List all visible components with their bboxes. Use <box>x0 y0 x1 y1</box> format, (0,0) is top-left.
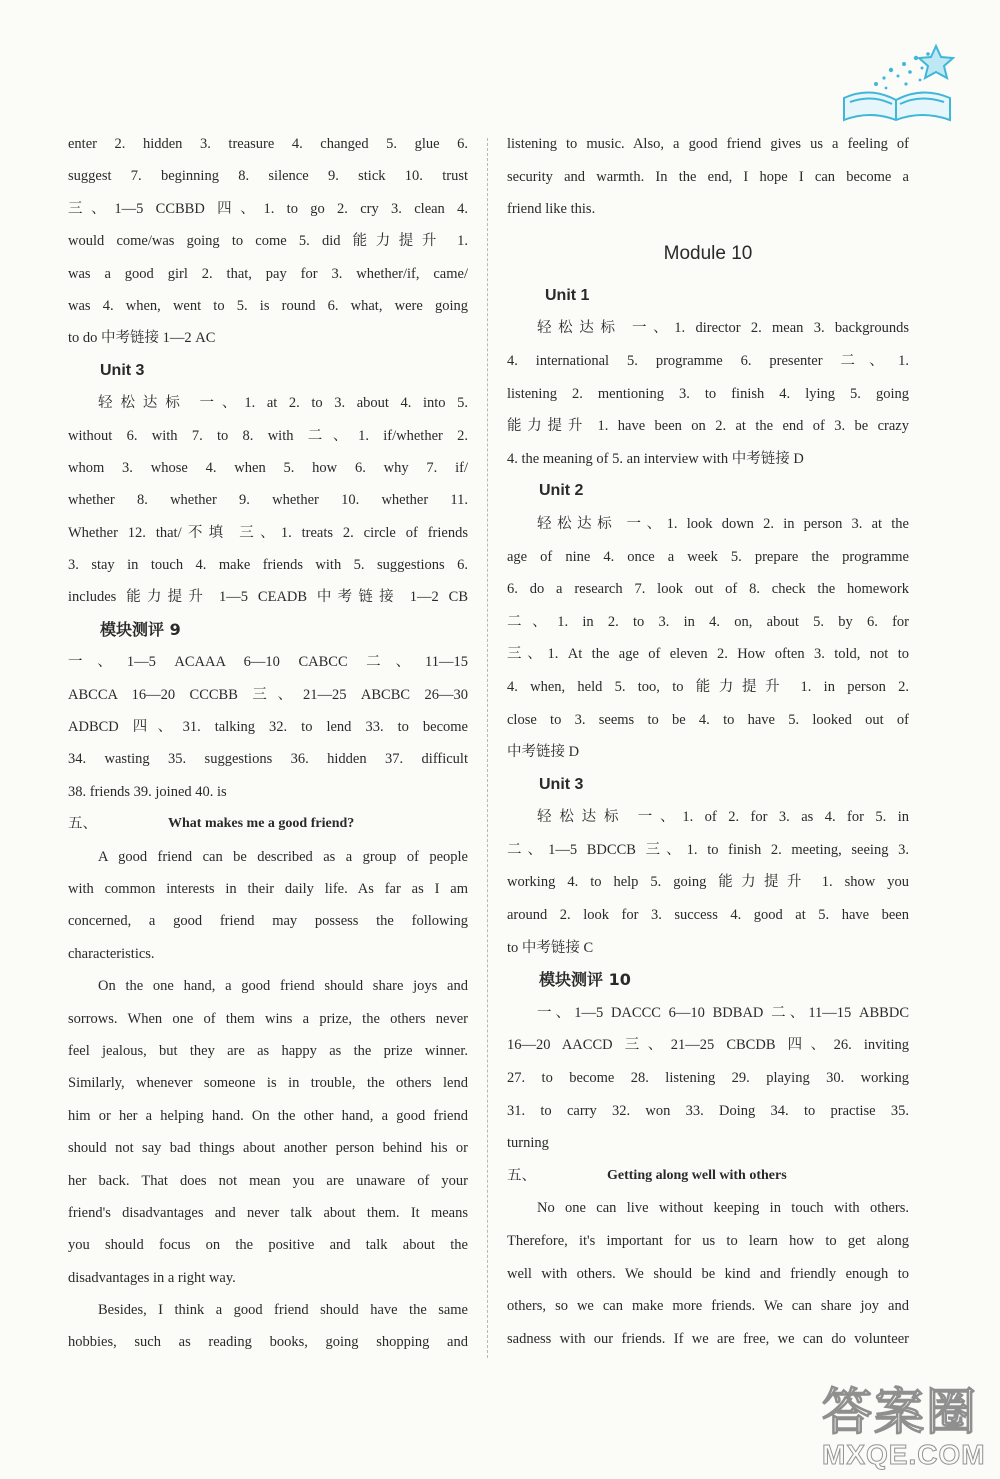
left-column <box>68 128 468 1359</box>
watermark-bottom-text: MXQE.COM <box>822 1439 986 1470</box>
module-test-10-answers <box>507 997 909 1160</box>
right-column <box>507 128 909 1355</box>
essay-line: her back. That does not mean you are unaware of your <box>68 1172 468 1189</box>
answer-line: 34. wasting 35. suggestions 36. hidden 37. difficult <box>68 751 468 768</box>
unit-1-heading: Unit 1 <box>545 286 590 304</box>
answer-line: 16—20 AACCD 三、21—25 CBCDB 四、26. inviting <box>507 1037 909 1054</box>
essay-body <box>68 841 468 1359</box>
answer-line: without 6. with 7. to 8. with 二、1. if/whether 2. <box>68 427 468 444</box>
essay-title-row <box>507 1160 909 1193</box>
answer-line: age of nine 4. once a week 5. prepare the programme <box>507 548 909 565</box>
answer-line: to do 中考链接 1—2 AC <box>68 330 216 347</box>
answer-line: 轻松达标 一、1. look down 2. in person 3. at the <box>537 515 909 532</box>
answer-line: 38. friends 39. joined 40. is <box>68 783 227 800</box>
answer-line: 4. when, held 5. too, to 能力提升 1. in person 2. <box>507 678 909 695</box>
answer-line: 一、1—5 ACAAA 6—10 CABCC 二、11—15 <box>68 654 468 671</box>
essay-line: with common interests in their daily life. As far as I am <box>68 880 468 897</box>
answer-line: suggest 7. beginning 8. silence 9. stick 10. trust <box>68 168 468 185</box>
essay-title: What makes me a good friend? <box>168 816 355 832</box>
essay-line: him or her a helping hand. On the other hand, a good friend <box>68 1107 468 1124</box>
essay-line: should not say bad things about another person behind his or <box>68 1140 468 1157</box>
essay-line: well with others. We should be kind and friendly enough to <box>507 1265 909 1282</box>
answer-line: 一、1—5 DACCC 6—10 BDBAD 二、11—15 ABBDC <box>537 1004 909 1021</box>
answer-line: 4. international 5. programme 6. presenter 二、1. <box>507 352 909 369</box>
essay-line: A good friend can be described as a group of people <box>98 848 468 865</box>
answer-line: 三、1—5 CCBBD 四、1. to go 2. cry 3. clean 4. <box>68 200 468 217</box>
answer-line: 轻松达标 一、1. at 2. to 3. about 4. into 5. <box>98 395 468 412</box>
unit-2-answers <box>507 508 909 769</box>
answer-line: close to 3. seems to be 4. to have 5. looked out of <box>507 711 909 728</box>
unit-3-answers <box>68 387 468 614</box>
essay-line: security and warmth. In the end, I hope I can become a <box>507 168 909 185</box>
unit-3-heading: Unit 3 <box>100 361 145 379</box>
module-test-9-heading: 模块测评 9 <box>100 619 181 639</box>
answer-line: 27. to become 28. listening 29. playing 30. working <box>507 1070 909 1087</box>
answer-line: 二、1—5 BDCCB 三、1. to finish 2. meeting, seeing 3. <box>507 841 909 858</box>
essay-line: feel jealous, but they are as happy as the prize winner. <box>68 1042 468 1059</box>
essay-line: Similarly, whenever someone is in trouble, the others lend <box>68 1075 468 1092</box>
answer-line: to 中考链接 C <box>507 939 594 956</box>
answer-line: whether 8. whether 9. whether 10. whether 11. <box>68 492 468 509</box>
answer-line: listening 2. mentioning 3. to finish 4. lying 5. going <box>507 385 909 402</box>
answer-line: turning <box>507 1135 549 1152</box>
module-test-10-heading: 模块测评 10 <box>539 970 631 990</box>
answer-line: was 4. when, went to 5. is round 6. what, were going <box>68 297 468 314</box>
essay-line: sadness with our friends. If we are free, we can do volunteer <box>507 1330 909 1347</box>
essay-line: Therefore, it's important for us to learn how to get along <box>507 1233 909 1249</box>
essay-line: No one can live without keeping in touch with others. <box>537 1200 909 1217</box>
answer-line: 能力提升 1. have been on 2. at the end of 3. be crazy <box>507 418 909 435</box>
answer-line: 二、1. in 2. to 3. in 4. on, about 5. by 6. for <box>507 613 909 630</box>
essay-title: Getting along well with others <box>607 1167 787 1183</box>
essay-line: disadvantages in a right way. <box>68 1269 236 1286</box>
essay-section-number: 五、 <box>68 816 97 833</box>
unit-1-answers <box>507 312 909 475</box>
essay-line: characteristics. <box>68 945 155 962</box>
essay-continuation <box>507 128 909 226</box>
answer-line: 4. the meaning of 5. an interview with 中考链接 D <box>507 450 804 467</box>
essay-line: Besides, I think a good friend should have the same <box>98 1302 468 1319</box>
answer-line: 中考链接 D <box>507 744 580 761</box>
essay-line: listening to music. Also, a good friend gives us a feeling of <box>507 136 909 152</box>
answer-line: 31. to carry 32. won 33. Doing 34. to practise 35. <box>507 1102 909 1119</box>
unit-3-answers <box>507 801 909 964</box>
answer-line: would come/was going to come 5. did 能力提升 1. <box>68 233 468 250</box>
open-book-stars-icon <box>836 40 956 126</box>
essay-section-number: 五、 <box>507 1167 536 1184</box>
answer-line: 轻松达标 一、1. director 2. mean 3. backgrounds <box>537 320 909 337</box>
essay-line: hobbies, such as reading books, going shopping and <box>68 1334 468 1351</box>
answer-line: around 2. look for 3. success 4. good at 5. have been <box>507 907 909 924</box>
site-watermark-logo <box>822 1384 1000 1479</box>
answer-line: 三、1. At the age of eleven 2. How often 3. told, not to <box>507 646 909 663</box>
answer-line: whom 3. whose 4. when 5. how 6. why 7. if/ <box>68 459 468 476</box>
essay-line: you should focus on the positive and talk about the <box>68 1237 468 1254</box>
answer-line: enter 2. hidden 3. treasure 4. changed 5. glue 6. <box>68 136 468 152</box>
answer-line: was a good girl 2. that, pay for 3. whether/if, came/ <box>68 265 468 282</box>
essay-line: others, so we can make more friends. We can share joy and <box>507 1298 909 1315</box>
essay-body <box>507 1192 909 1355</box>
answer-line: 轻松达标 一、1. of 2. for 3. as 4. for 5. in <box>537 809 909 826</box>
essay-line: concerned, a good friend may possess the following <box>68 913 468 930</box>
essay-line: friend's disadvantages and never talk about them. It means <box>68 1204 468 1221</box>
watermark-top-text: 答案圈 <box>822 1383 978 1441</box>
answer-line: 6. do a research 7. look out of 8. check the homework <box>507 581 909 598</box>
unit-2-heading: Unit 2 <box>539 482 584 500</box>
answer-line: 3. stay in touch 4. make friends with 5. suggestions 6. <box>68 557 468 574</box>
answer-line: includes 能力提升 1—5 CEADB 中考链接 1—2 CB <box>68 589 468 606</box>
column-divider <box>487 138 488 1358</box>
essay-title-row <box>68 808 468 840</box>
essay-line: friend like this. <box>507 201 596 218</box>
module-10-title: Module 10 <box>663 242 753 264</box>
answer-line: working 4. to help 5. going 能力提升 1. show you <box>507 874 909 891</box>
module-test-9-answers <box>68 646 468 808</box>
essay-line: sorrows. When one of them wins a prize, the others never <box>68 1010 468 1027</box>
essay-line: On the one hand, a good friend should share joys and <box>98 978 468 995</box>
unit-3-heading: Unit 3 <box>539 775 584 793</box>
answer-line: ABCCA 16—20 CCCBB 三、21—25 ABCBC 26—30 <box>68 686 468 703</box>
answer-line: Whether 12. that/不填 三、1. treats 2. circle of friends <box>68 524 468 541</box>
answer-block-continued <box>68 128 468 355</box>
answer-line: ADBCD 四、31. talking 32. to lend 33. to become <box>68 719 468 736</box>
